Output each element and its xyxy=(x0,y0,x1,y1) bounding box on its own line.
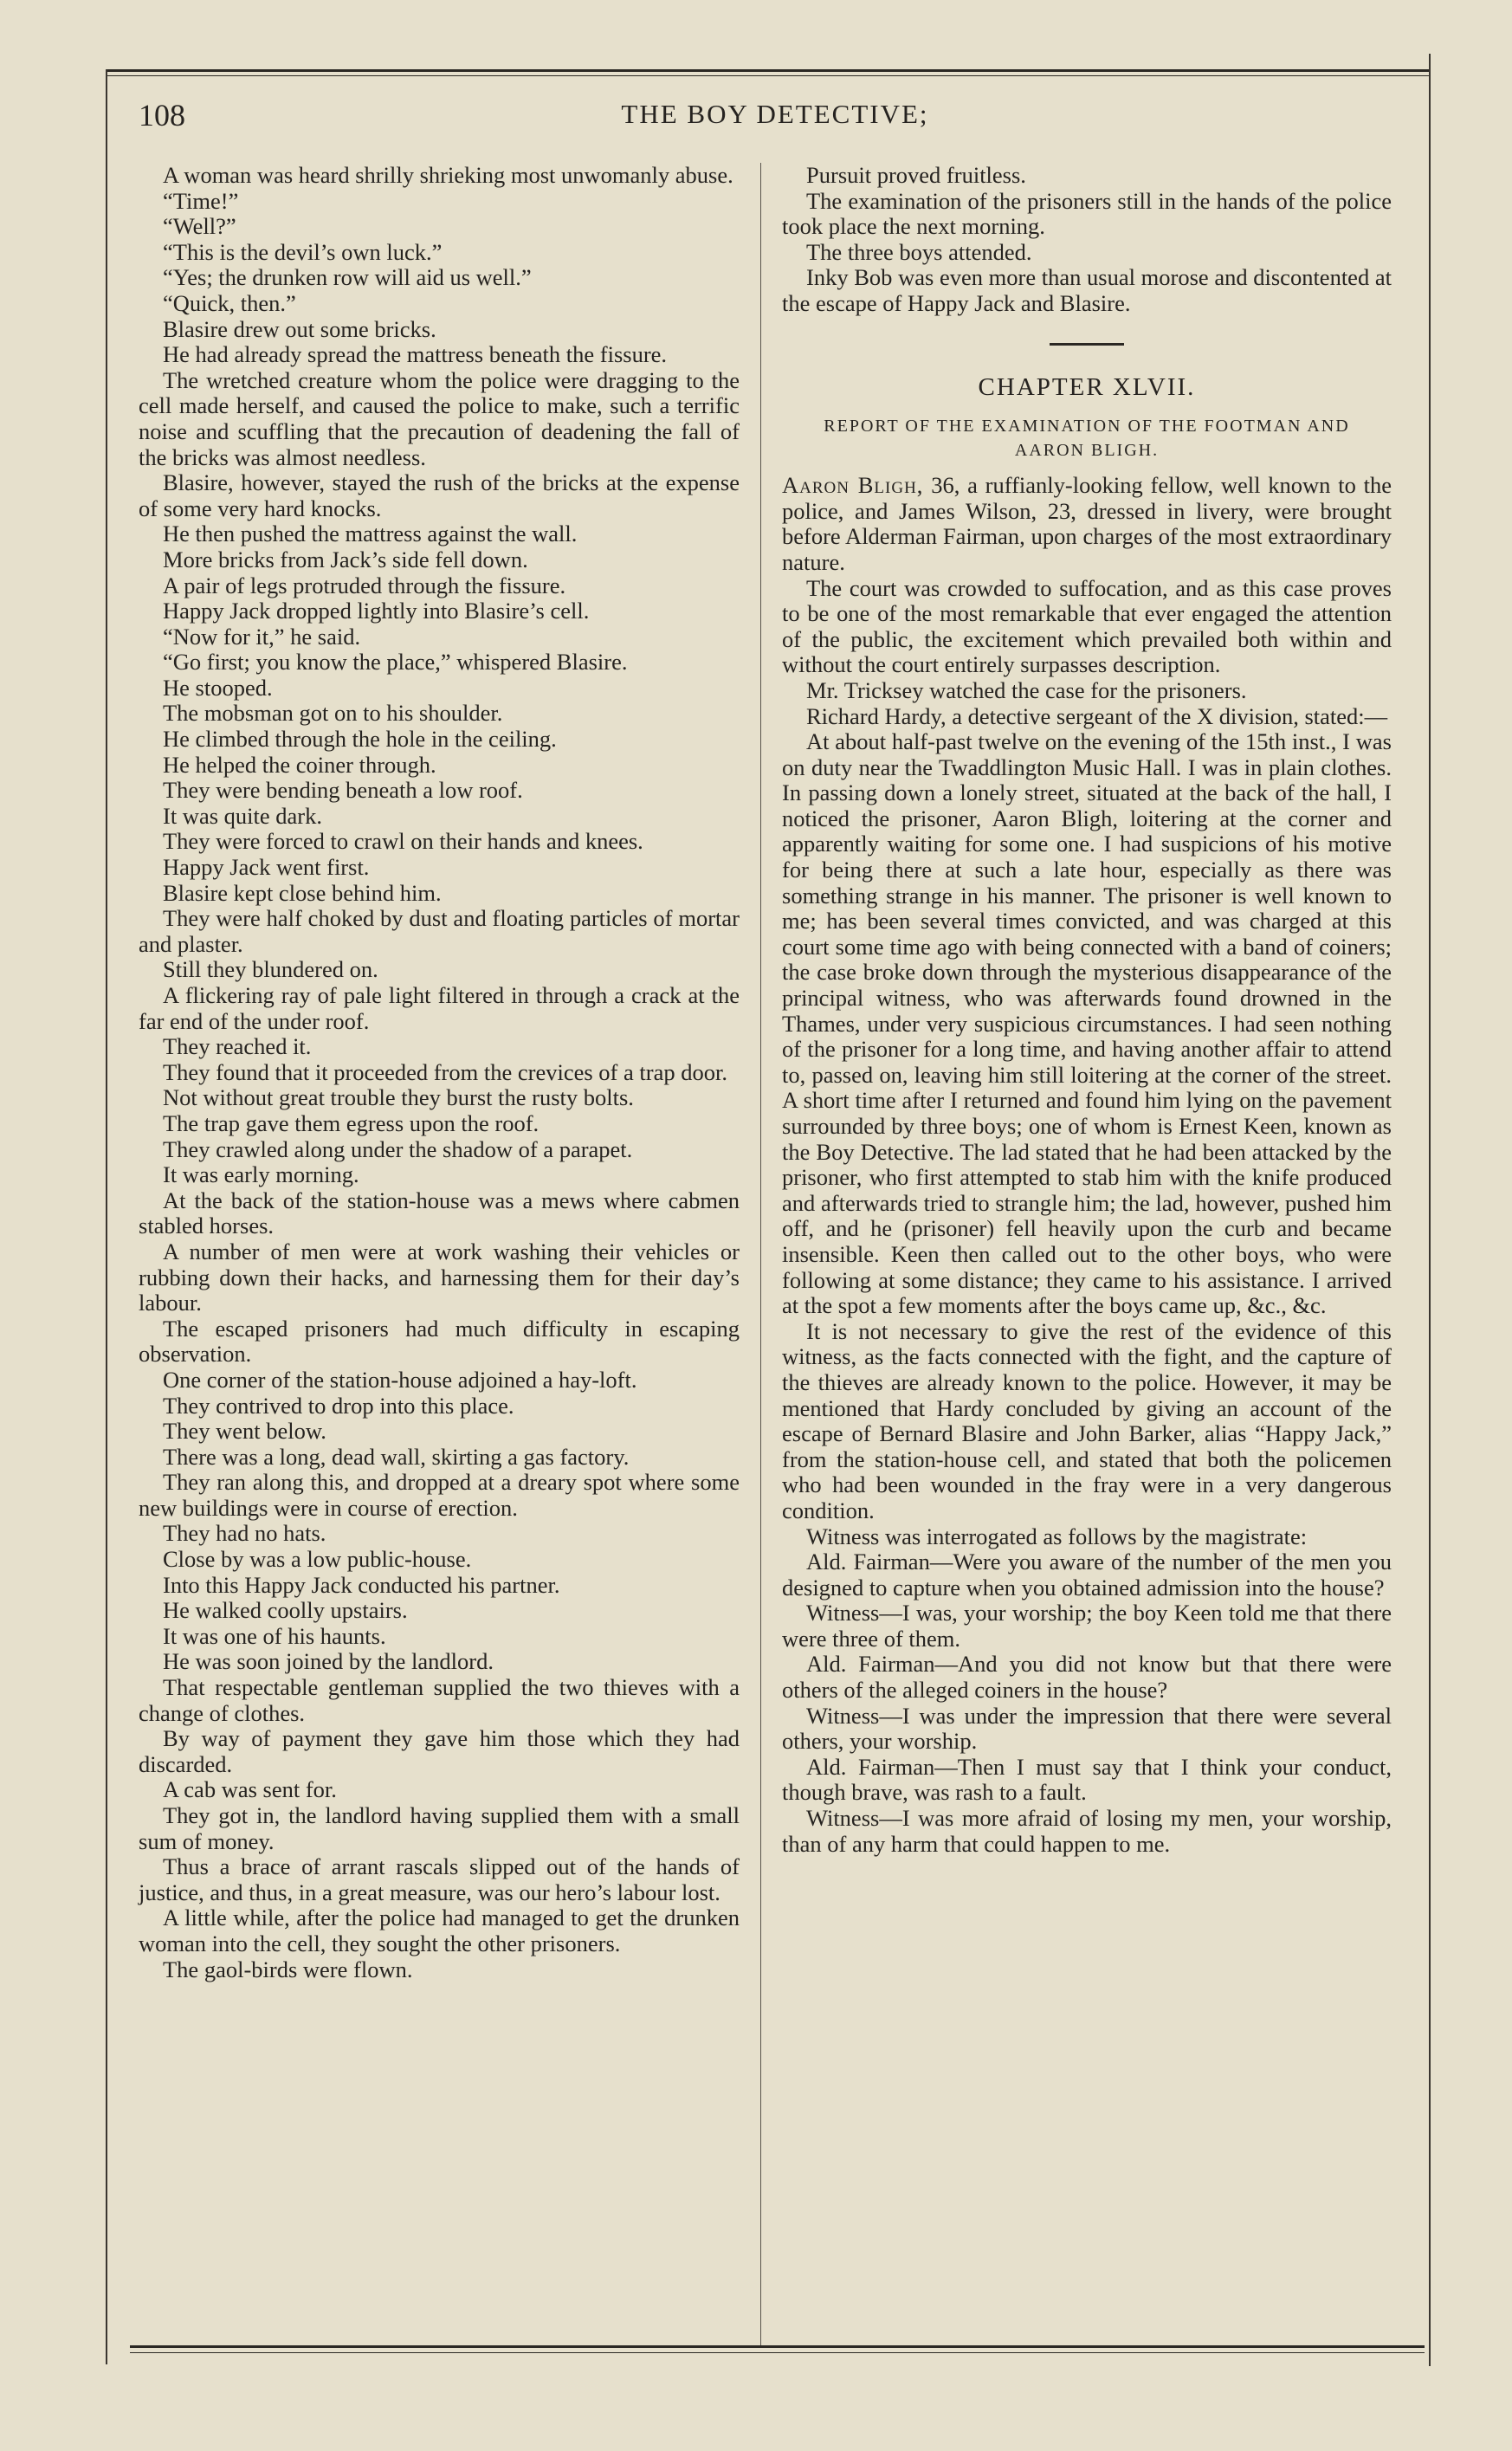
page-frame-left xyxy=(106,69,107,2364)
paragraph: He was soon joined by the landlord. xyxy=(163,1648,494,1675)
paragraph: Pursuit proved fruitless. xyxy=(806,162,1026,188)
paragraph: Happy Jack went first. xyxy=(163,854,370,881)
paragraph: More bricks from Jack’s side fell down. xyxy=(163,546,528,572)
page-header xyxy=(139,97,1412,149)
paragraph: Still they blundered on. xyxy=(163,956,378,983)
page-number: 108 xyxy=(139,98,185,133)
paragraph: A woman was heard shrilly shrieking most unwomanly abuse. xyxy=(163,162,733,188)
paragraph: They got in, the landlord having supplied them with a small sum of money. xyxy=(139,1802,740,1854)
opening-name: Aaron Bligh, xyxy=(782,472,924,499)
paragraph: Close by was a low public-house. xyxy=(163,1546,472,1573)
paragraph: There was a long, dead wall, skirting a gas factory. xyxy=(163,1443,630,1470)
paragraph: A flickering ray of pale light filtered in through a crack at the far end of the under roof. xyxy=(139,982,740,1034)
paragraph: Witness was interrogated as follows by the magistrate: xyxy=(806,1523,1308,1549)
right-column xyxy=(782,163,1392,1857)
left-column xyxy=(139,163,740,1982)
running-title: THE BOY DETECTIVE; xyxy=(621,99,929,129)
paragraph: At the back of the station-house was a mews where cabmen stabled horses. xyxy=(139,1187,740,1239)
paragraph: “Time!” xyxy=(163,187,239,214)
paragraph: Mr. Tricksey watched the case for the prisoners. xyxy=(806,676,1247,703)
paragraph: Thus a brace of arrant rascals slipped out of the hands of justice, and thus, in a great measure, was our hero’s labour lost. xyxy=(139,1853,740,1905)
paragraph: Inky Bob was even more than usual morose and discontented at the escape of Happy Jack and Blasire. xyxy=(782,264,1392,316)
paragraph: Ald. Fairman—And you did not know but that there were others of the alleged coiners in the house? xyxy=(782,1651,1392,1704)
footer-rule-thin xyxy=(130,2352,1425,2353)
paragraph: “Go first; you know the place,” whispered Blasire. xyxy=(163,649,628,676)
paragraph: They were half choked by dust and floating particles of mortar and plaster. xyxy=(139,905,740,957)
paragraph: Richard Hardy, a detective sergeant of the X division, stated:— xyxy=(806,702,1388,729)
chapter-subtitle: REPORT OF THE EXAMINATION OF THE FOOTMAN AND AARON BLIGH. xyxy=(824,417,1350,461)
paragraph: The three boys attended. xyxy=(806,238,1032,265)
footer-rule xyxy=(130,2345,1425,2348)
paragraph: A pair of legs protruded through the fissure. xyxy=(163,572,566,598)
paragraph: He stooped. xyxy=(163,674,273,701)
paragraph: Witness—I was, your worship; the boy Keen told me that there were three of them. xyxy=(782,1600,1392,1652)
chapter-opening-paragraph xyxy=(782,473,1392,575)
paragraph: “Now for it,” he said. xyxy=(163,623,361,650)
header-rule xyxy=(106,69,1431,72)
column-divider xyxy=(760,163,761,2345)
paragraph: Ald. Fairman—Were you aware of the number of the men you designed to capture when you obtained admission into the house? xyxy=(782,1549,1392,1601)
paragraph: The wretched creature whom the police were dragging to the cell made herself, and caused the police to make, such a terrific noise and scuffling that the precaution of deadening the fall of the bricks was almost needless. xyxy=(139,366,740,470)
paragraph: The court was crowded to suffocation, and as this case proves to be one of the most remarkable that ever engaged the attention of the public, the excitement which prevailed both within and without the court entirely surpasses description. xyxy=(782,574,1392,678)
paragraph: It was early morning. xyxy=(163,1161,359,1188)
page-frame-right xyxy=(1429,54,1431,2366)
paragraph: By way of payment they gave him those which they had discarded. xyxy=(139,1725,740,1777)
section-separator xyxy=(1050,343,1124,346)
paragraph: They reached it. xyxy=(163,1033,312,1060)
paragraph: The gaol-birds were flown. xyxy=(163,1956,413,1982)
paragraph: Ald. Fairman—Then I must say that I think your conduct, though brave, was rash to a fault. xyxy=(782,1753,1392,1806)
paragraph: The examination of the prisoners still in the hands of the police took place the next morning. xyxy=(782,187,1392,240)
paragraph: They contrived to drop into this place. xyxy=(163,1392,514,1419)
paragraph: He helped the coiner through. xyxy=(163,751,436,778)
paragraph: He had already spread the mattress beneath the fissure. xyxy=(163,341,668,368)
paragraph: “Well?” xyxy=(163,213,236,240)
paragraph: They ran along this, and dropped at a dreary spot where some new buildings were in course of erection. xyxy=(139,1469,740,1521)
paragraph: They found that it proceeded from the crevices of a trap door. xyxy=(163,1058,727,1085)
paragraph: Not without great trouble they burst the rusty bolts. xyxy=(163,1084,634,1111)
paragraph: It was one of his haunts. xyxy=(163,1622,386,1649)
paragraph: He then pushed the mattress against the wall. xyxy=(163,521,578,547)
paragraph: They were bending beneath a low roof. xyxy=(163,777,523,804)
paragraph: A cab was sent for. xyxy=(163,1776,337,1803)
paragraph: That respectable gentleman supplied the two thieves with a change of clothes. xyxy=(139,1674,740,1726)
paragraph: They had no hats. xyxy=(163,1520,326,1547)
paragraph: The escaped prisoners had much difficulty in escaping observation. xyxy=(139,1315,740,1368)
paragraph: Witness—I was more afraid of losing my men, your worship, than of any harm that could happen to me. xyxy=(782,1805,1392,1857)
paragraph: Blasire, however, stayed the rush of the bricks at the expense of some very hard knocks. xyxy=(139,469,740,521)
paragraph: Blasire drew out some bricks. xyxy=(163,315,436,342)
paragraph: “Quick, then.” xyxy=(163,289,296,316)
paragraph: The mobsman got on to his shoulder. xyxy=(163,700,503,727)
paragraph: They crawled along under the shadow of a parapet. xyxy=(163,1135,633,1162)
paragraph: It is not necessary to give the rest of the evidence of this witness, as the facts connected with the fight, and the capture of the thieves are already known to the police. However, it may be mentioned that Hardy concluded by giving an account of the escape of Bernard Blasire and John Barker, alias “Happy Jack,” from the station-house cell, and stated that both the policemen who had been wounded in the fray were in a very dangerous condition. xyxy=(782,1317,1392,1523)
opening-text: 36, a ruffianly-looking fellow, well known to the police, and James Wilson, 23, dressed in livery, were brought before Alderman Fairman, upon charges of the most extraordinary nature. xyxy=(782,472,1392,575)
paragraph: Into this Happy Jack conducted his partner. xyxy=(163,1571,560,1598)
paragraph: “This is the devil’s own luck.” xyxy=(163,238,443,265)
paragraph: “Yes; the drunken row will aid us well.” xyxy=(163,264,532,291)
paragraph: It was quite dark. xyxy=(163,802,322,829)
paragraph: At about half-past twelve on the evening of the 15th inst., I was on duty near the Twaddlington Music Hall. I was in plain clothes. In passing down a lonely street, situated at the back of the hall, I noticed the prisoner, Aaron Bligh, loitering at the corner and apparently waiting for some one. I had suspicions of his motive for being there at such a late hour, especially as there was something strange in his manner. The prisoner is well known to me; has been several times convicted, and was charged at this court some time ago with being connected with a band of coiners; the case broke down through the mysterious disappearance of the principal witness, who was afterwards found drowned in the Thames, under very suspicious circumstances. I had seen nothing of the prisoner for a long time, and having another affair to attend to, passed on, leaving him still loitering at the corner of the street. A short time after I returned and found him lying on the pavement surrounded by three boys; one of whom is Ernest Keen, known as the Boy Detective. The lad stated that he had been attacked by the prisoner, who first attempted to stab him with the knife produced and afterwards tried to strangle him; the lad, however, pushed him off, and he (prisoner) fell heavily upon the curb and became insensible. Keen then called out to the other boys, who were following at some distance; they came to his assistance. I arrived at the spot a few moments after the boys came up, &c., &c. xyxy=(782,728,1392,1319)
paragraph: They went below. xyxy=(163,1418,326,1445)
paragraph: A little while, after the police had managed to get the drunken woman into the cell, they sought the other prisoners. xyxy=(139,1905,740,1956)
paragraph: He walked coolly upstairs. xyxy=(163,1597,408,1624)
chapter-heading: CHAPTER XLVII. xyxy=(978,372,1196,401)
right-column-continuation xyxy=(782,163,1392,317)
paragraph: Blasire kept close behind him. xyxy=(163,879,442,906)
paragraph: He climbed through the hole in the ceiling. xyxy=(163,726,557,753)
paragraph: Witness—I was under the impression that there were several others, your worship. xyxy=(782,1702,1392,1755)
paragraph: One corner of the station-house adjoined a hay-loft. xyxy=(163,1366,637,1393)
paragraph: The trap gave them egress upon the roof. xyxy=(163,1109,540,1136)
paragraph: Happy Jack dropped lightly into Blasire’s cell. xyxy=(163,598,590,624)
paragraph: A number of men were at work washing their vehicles or rubbing down their hacks, and harnessing them for their day’s labour. xyxy=(139,1238,740,1316)
paragraph: They were forced to crawl on their hands and knees. xyxy=(163,828,643,855)
chapter-body xyxy=(782,576,1392,1858)
header-rule-thin xyxy=(106,75,1431,76)
